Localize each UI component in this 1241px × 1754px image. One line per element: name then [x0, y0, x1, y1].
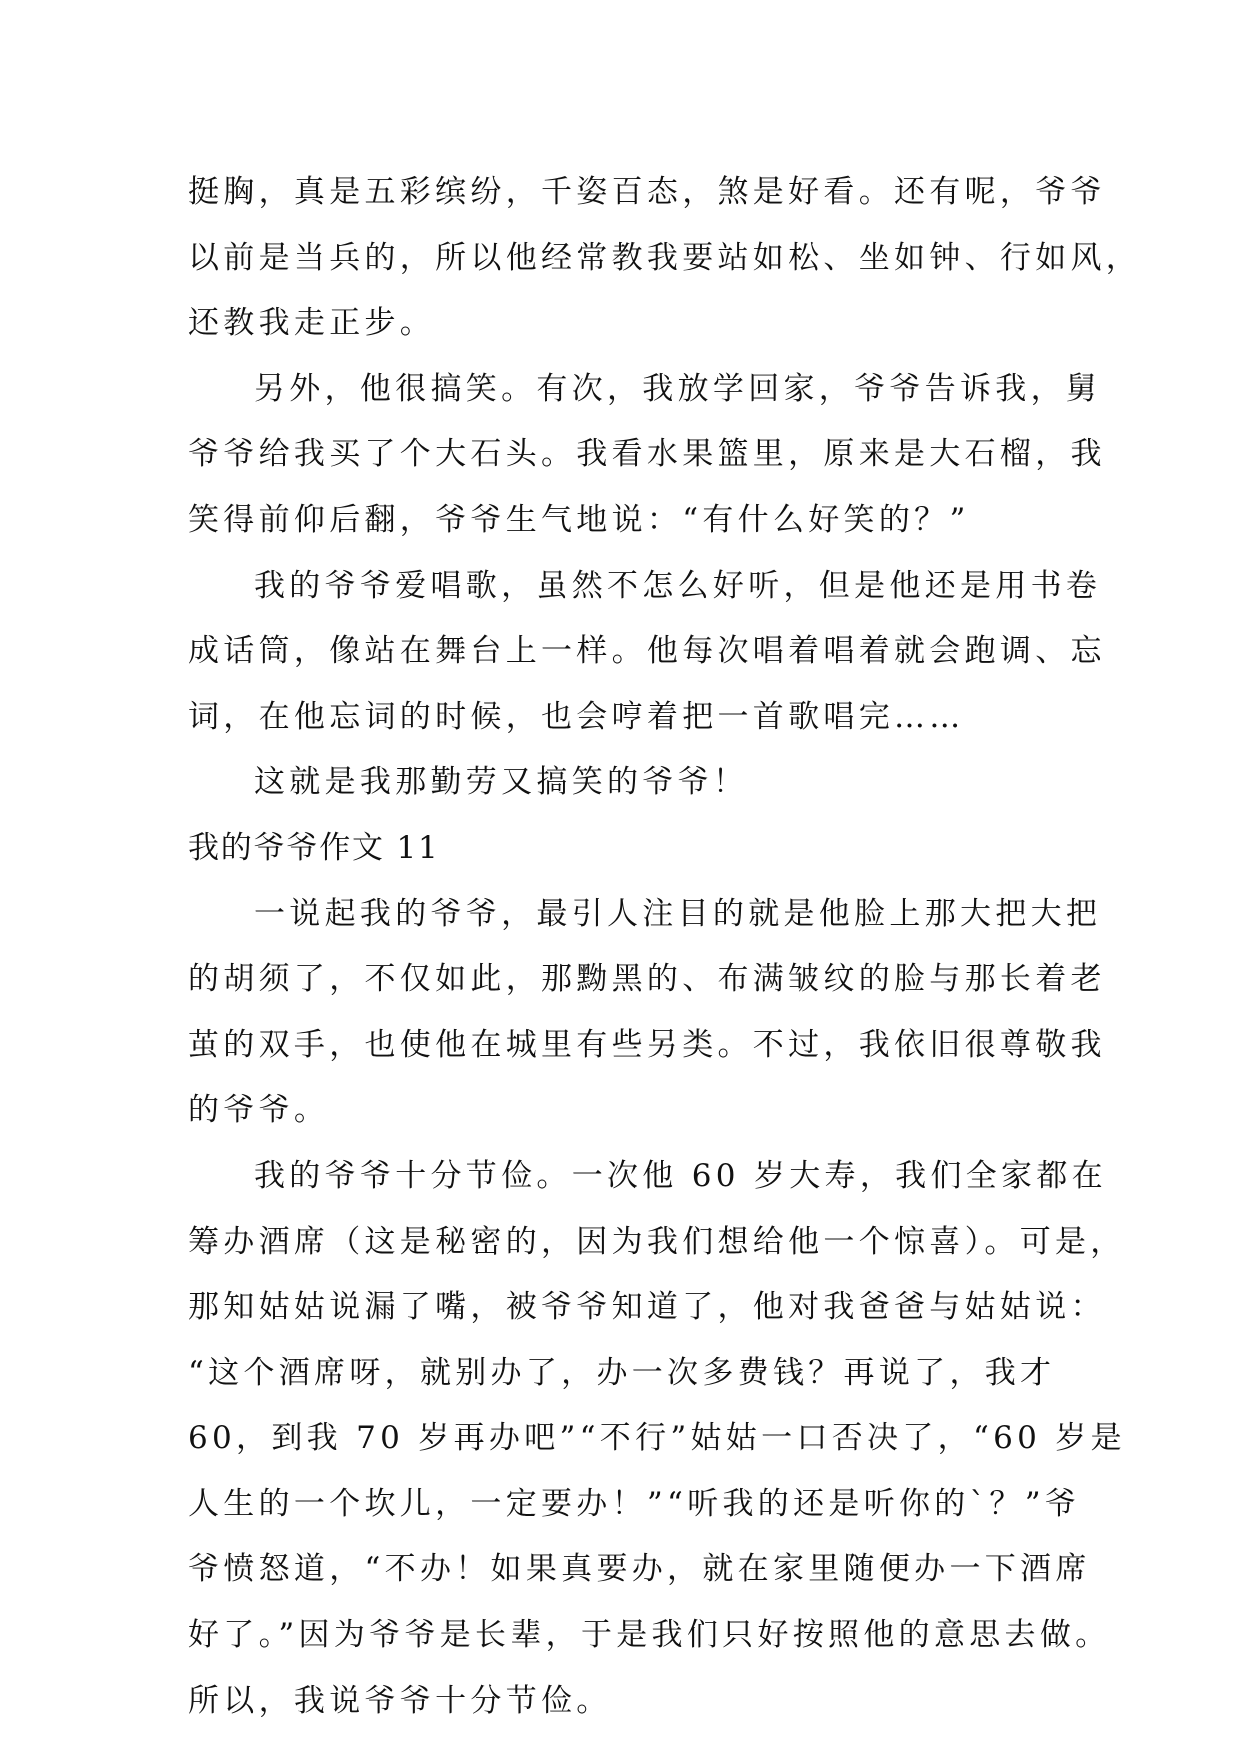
- text-line: 的爷爷。: [188, 1092, 330, 1129]
- text-line: 词，在他忘词的时候，也会哼着把一首歌唱完……: [188, 698, 965, 735]
- text-line: 人生的一个坎儿，一定要办！”“听我的还是听你的`？”爷: [188, 1485, 1081, 1522]
- text-line: 茧的双手，也使他在城里有些另类。不过，我依旧很尊敬我: [188, 1026, 1106, 1063]
- essay-text: [188, 160, 1142, 1734]
- text-line: 好了。”因为爷爷是长辈，于是我们只好按照他的意思去做。: [188, 1617, 1111, 1654]
- text-line: 所以，我说爷爷十分节俭。: [188, 1682, 612, 1719]
- text-line: 还教我走正步。: [188, 305, 436, 342]
- text-line: 筹办酒席（这是秘密的，因为我们想给他一个惊喜）。可是，: [188, 1223, 1126, 1260]
- text-line: 爷爷给我买了个大石头。我看水果篮里，原来是大石榴，我: [188, 436, 1106, 473]
- paragraph-start-line: 这就是我那勤劳又搞笑的爷爷！: [254, 764, 749, 801]
- text-line: “这个酒席呀，就别办了，办一次多费钱？再说了，我才: [188, 1354, 1056, 1391]
- paragraph-start-line: 我的爷爷十分节俭。一次他 60 岁大寿，我们全家都在: [254, 1157, 1107, 1194]
- paragraph-start-line: 我的爷爷爱唱歌，虽然不怎么好听，但是他还是用书卷: [254, 567, 1102, 604]
- text-line: 那知姑姑说漏了嘴，被爷爷知道了，他对我爸爸与姑姑说：: [188, 1289, 1106, 1326]
- text-line: 挺胸，真是五彩缤纷，千姿百态，煞是好看。还有呢，爷爷: [188, 174, 1106, 210]
- paragraph-start-line: 一说起我的爷爷，最引人注目的就是他脸上那大把大把: [254, 895, 1102, 932]
- text-line: 60，到我 70 岁再办吧”“不行”姑姑一口否决了，“60 岁是: [188, 1420, 1126, 1457]
- text-line: 以前是当兵的，所以他经常教我要站如松、坐如钟、行如风，: [188, 239, 1142, 276]
- paragraph-start-line: 另外，他很搞笑。有次，我放学回家，爷爷告诉我，舅: [254, 370, 1102, 407]
- text-line: 爷愤怒道，“不办！如果真要办，就在家里随便办一下酒席: [188, 1551, 1091, 1588]
- text-line: 笑得前仰后翻，爷爷生气地说：“有什么好笑的？”: [188, 501, 970, 538]
- section-heading: 我的爷爷作文 11: [188, 829, 440, 866]
- text-line: 的胡须了，不仅如此，那黝黑的、布满皱纹的脸与那长着老: [188, 961, 1106, 998]
- text-line: 成话筒，像站在舞台上一样。他每次唱着唱着就会跑调、忘: [188, 633, 1106, 670]
